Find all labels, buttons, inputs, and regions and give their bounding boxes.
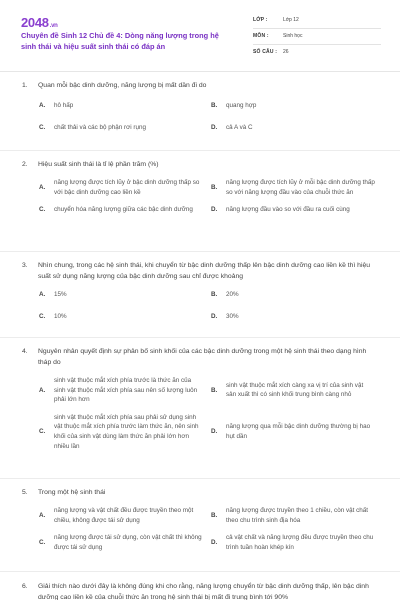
option-letter: A. [39, 102, 46, 109]
option-letter: D. [211, 312, 218, 320]
question-stem [22, 581, 378, 600]
question-stem [22, 487, 378, 498]
option-letter: D. [211, 206, 218, 214]
option-letter: B. [211, 386, 218, 394]
question-stem [22, 346, 378, 368]
option-letter: A. [39, 511, 46, 519]
option-text: 30% [226, 312, 239, 320]
question-number: 4. [22, 348, 28, 355]
site-logo[interactable] [21, 15, 58, 30]
option-grid [39, 101, 378, 132]
option-letter: B. [211, 511, 218, 519]
option-text: chất thải và các bộ phận rơi rụng [54, 123, 146, 131]
option-text: năng lượng và vật chất đều được truyền theo một chiều, không được tái sử dụng [54, 507, 194, 524]
option-text: chuyển hóa năng lượng giữa các bậc dinh dưỡng [54, 206, 193, 214]
option-c[interactable] [39, 413, 211, 451]
option-d[interactable] [211, 413, 383, 451]
option-text: 20% [226, 291, 239, 298]
meta-label-count: SỐ CÂU : [253, 49, 278, 55]
question-text: Giải thích nào dưới đây là không đúng khi cho rằng, năng lượng chuyển từ bậc dinh dưỡng thấp, lên bậc dinh dưỡng cao liền kề của chuỗi thức ăn trong hệ sinh thái bị mất đi trung bình tới 90% [38, 583, 369, 600]
option-c[interactable] [39, 123, 211, 133]
option-letter: D. [211, 538, 218, 546]
question-text: Nhìn chung, trong các hệ sinh thái, khi chuyển từ bậc dinh dưỡng thấp lên bậc dinh dưỡng cao liền kề thì hiệu suất sử dụng năng lượng của bậc dinh dưỡng sau chỉ được khoảng [38, 262, 371, 280]
question-stem [22, 159, 378, 170]
option-d[interactable] [211, 533, 383, 552]
option-b[interactable] [211, 290, 383, 300]
option-text: 10% [54, 312, 67, 320]
question-stem [22, 80, 378, 91]
question-item [0, 572, 400, 600]
option-text: năng lượng được tái sử dụng, còn vật chất thì không được tái sử dụng [54, 534, 202, 551]
option-letter: A. [39, 291, 46, 298]
document-title: Chuyên đề Sinh 12 Chủ đề 4: Dòng năng lượng trong hệ sinh thái và hiệu suất sinh thái có đáp án [21, 31, 219, 51]
option-letter: C. [39, 538, 46, 546]
option-c[interactable] [39, 205, 211, 215]
question-text: Hiệu suất sinh thái là tỉ lệ phần trăm (%) [38, 161, 159, 168]
meta-row-count [253, 45, 381, 61]
option-text: năng lượng được tích lũy ở bậc dinh dưỡng thấp so với bậc dinh dưỡng cao liền kề [54, 179, 200, 196]
option-a[interactable] [39, 101, 211, 111]
logo-suffix: .vn [49, 23, 58, 29]
question-item [0, 151, 400, 251]
option-letter: C. [39, 428, 46, 436]
option-letter: C. [39, 312, 46, 320]
question-stem [22, 260, 378, 282]
option-text: năng lượng được tích lũy ở mỗi bậc dinh dưỡng thấp so với năng lượng đầu vào của chuỗi thức ăn [226, 179, 375, 196]
option-d[interactable] [211, 123, 383, 133]
option-text: năng lượng qua mỗi bậc dinh dưỡng thường bị hao hụt dần [226, 423, 371, 440]
question-item [0, 479, 400, 571]
option-text: hô hấp [54, 102, 74, 109]
question-list [0, 80, 400, 600]
option-c[interactable] [39, 533, 211, 552]
option-letter: D. [211, 428, 218, 436]
document-meta [253, 13, 381, 61]
meta-label-subject: MÔN : [253, 33, 269, 39]
question-text: Nguyên nhân quyết định sự phân bố sinh khối của các bậc dinh dưỡng trong một hệ sinh thái theo dạng hình tháp do [38, 348, 367, 366]
question-item [0, 252, 400, 337]
option-text: cả vật chất và năng lượng đều được truyền theo chu trình tuần hoàn khép kín [226, 534, 374, 551]
question-item [0, 80, 400, 150]
question-number: 3. [22, 262, 28, 269]
question-number: 6. [22, 583, 28, 590]
option-text: năng lượng được truyền theo 1 chiều, còn vật chất theo chu trình sinh địa hóa [226, 507, 369, 524]
option-d[interactable] [211, 312, 383, 322]
option-grid [39, 506, 378, 552]
header-divider [0, 71, 400, 72]
option-letter: D. [211, 123, 218, 131]
option-c[interactable] [39, 312, 211, 322]
option-letter: A. [39, 386, 46, 394]
page-header [0, 0, 400, 70]
meta-value-class: Lớp 12 [283, 17, 299, 23]
logo-main: 2048 [21, 15, 49, 30]
question-item [0, 338, 400, 478]
option-grid [39, 376, 378, 451]
option-letter: C. [39, 123, 46, 131]
option-a[interactable] [39, 506, 211, 525]
option-text: sinh vật thuộc mắt xích phía trước là thức ăn của sinh vật thuộc mắt xích phía sau nên số lượng luôn phải lớn hơn [54, 377, 198, 404]
option-text: sinh vật thuộc mắt xích càng xa vị trí của sinh vật sản xuất thì có sinh khối trung bình càng nhỏ [226, 381, 364, 399]
option-text: cả A và C [226, 123, 253, 131]
option-text: quang hợp [226, 102, 257, 109]
option-d[interactable] [211, 205, 383, 215]
option-a[interactable] [39, 376, 211, 405]
question-number: 1. [22, 82, 28, 89]
option-b[interactable] [211, 376, 383, 405]
option-grid [39, 290, 378, 321]
option-letter: B. [211, 102, 218, 109]
meta-value-count: 26 [283, 49, 289, 55]
option-letter: B. [211, 183, 218, 191]
option-letter: A. [39, 183, 46, 191]
meta-label-class: LỚP : [253, 17, 268, 23]
option-grid [39, 178, 378, 215]
option-b[interactable] [211, 101, 383, 111]
meta-value-subject: Sinh học [283, 33, 303, 39]
option-a[interactable] [39, 290, 211, 300]
option-letter: C. [39, 206, 46, 214]
option-letter: B. [211, 291, 218, 298]
option-text: năng lượng đầu vào so với đầu ra cuối cùng [226, 206, 350, 214]
option-text: sinh vật thuộc mắt xích phía sau phải sử dụng sinh vật thuộc mắt xích phía trước làm thức ăn, nên sinh khối của sinh vật dùng làm thức ăn phải lớn hơn nhiều lần [54, 413, 199, 450]
question-text: Quan mỗi bậc dinh dưỡng, năng lượng bị mất dần đi do [38, 82, 207, 89]
question-number: 2. [22, 161, 28, 168]
meta-row-class [253, 13, 381, 29]
option-b[interactable] [211, 178, 383, 197]
question-number: 5. [22, 489, 28, 496]
option-b[interactable] [211, 506, 383, 525]
option-text: 15% [54, 291, 67, 298]
meta-row-subject [253, 29, 381, 45]
question-text: Trong một hệ sinh thái [38, 489, 106, 496]
option-a[interactable] [39, 178, 211, 197]
